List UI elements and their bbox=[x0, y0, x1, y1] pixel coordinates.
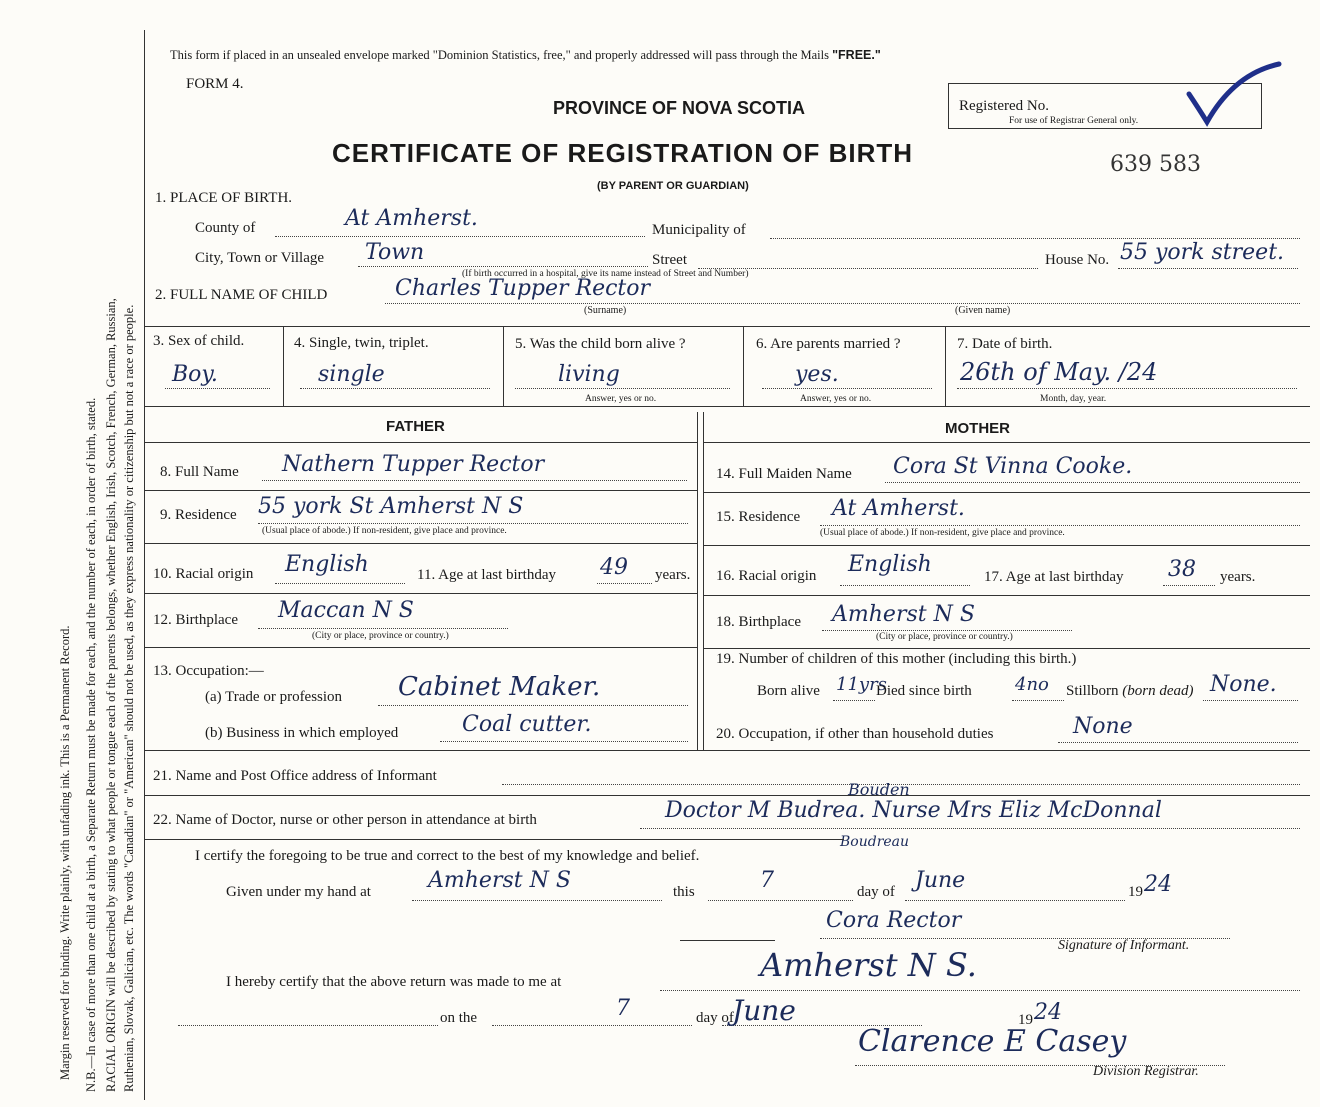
father-heading: FATHER bbox=[386, 418, 445, 435]
given-day-of-label: day of bbox=[857, 884, 895, 900]
mother-age-value: 38 bbox=[1168, 557, 1196, 582]
city-label: City, Town or Village bbox=[195, 250, 325, 266]
father-residence-label: 9. Residence bbox=[160, 507, 237, 523]
margin-note-binding: Margin reserved for binding. Write plainly, with unfading ink. This is a Permanent Record. bbox=[58, 625, 72, 1080]
registrar-signature-caption: Division Registrar. bbox=[1093, 1064, 1199, 1079]
margin-note-multiple-births: N.B.—In case of more than one child at a birth, a Separate Return must be made for each, and the number of each, in order of birth, stated. bbox=[84, 397, 98, 1092]
stillborn-label: Stillborn (born dead) bbox=[1066, 683, 1194, 699]
registrar-statement: I hereby certify that the above return was made to me at bbox=[226, 974, 562, 990]
date-of-birth-value: 26th of May. /24 bbox=[960, 358, 1158, 386]
attendant-correction-below: Boudreau bbox=[840, 834, 910, 850]
mother-occupation-label: 20. Occupation, if other than household duties bbox=[716, 726, 994, 742]
born-alive-note: Answer, yes or no. bbox=[585, 394, 657, 404]
house-value: 55 york street. bbox=[1120, 240, 1285, 265]
parents-married-label: 6. Are parents married ? bbox=[756, 336, 901, 352]
informant-signature-caption: Signature of Informant. bbox=[1058, 938, 1190, 953]
father-trade-label: (a) Trade or profession bbox=[205, 689, 343, 705]
mail-note: This form if placed in an unsealed envelope marked "Dominion Statistics, free," and properly addressed will pass through the Mails "FREE." bbox=[170, 48, 881, 62]
house-label: House No. bbox=[1045, 252, 1110, 268]
registrar-day-of-label: day of bbox=[696, 1010, 734, 1026]
mother-racial-label: 16. Racial origin bbox=[716, 568, 817, 584]
father-racial-value: English bbox=[285, 552, 369, 577]
city-value: Town bbox=[365, 240, 425, 265]
surname-note: (Surname) bbox=[584, 305, 627, 316]
child-name-value: Charles Tupper Rector bbox=[395, 276, 651, 301]
province-heading: PROVINCE OF NOVA SCOTIA bbox=[553, 98, 806, 118]
registered-number: 639 583 bbox=[1110, 152, 1201, 177]
attendant-label: 22. Name of Doctor, nurse or other person in attendance at birth bbox=[153, 812, 537, 828]
mother-residence-value: At Amherst. bbox=[832, 496, 965, 521]
father-business-value: Coal cutter. bbox=[462, 712, 592, 737]
certification-statement: I certify the foregoing to be true and correct to the best of my knowledge and belief. bbox=[195, 848, 700, 864]
born-alive-value: living bbox=[558, 362, 620, 387]
registrar-on-the-label: on the bbox=[440, 1010, 478, 1026]
informant-label: 21. Name and Post Office address of Informant bbox=[153, 768, 437, 784]
given-name-note: (Given name) bbox=[955, 305, 1011, 316]
street-note: (If birth occurred in a hospital, give its name instead of Street and Number) bbox=[462, 269, 749, 279]
father-residence-value: 55 york St Amherst N S bbox=[258, 494, 524, 519]
mother-racial-value: English bbox=[848, 552, 932, 577]
died-since-birth-label: Died since birth bbox=[876, 683, 972, 699]
mother-birthplace-value: Amherst N S bbox=[832, 602, 975, 627]
father-age-value: 49 bbox=[600, 555, 628, 580]
mother-heading: MOTHER bbox=[945, 420, 1010, 437]
father-age-label: 11. Age at last birthday bbox=[417, 567, 556, 583]
place-of-birth-label: 1. PLACE OF BIRTH. bbox=[155, 190, 293, 206]
given-month-value: June bbox=[915, 868, 966, 893]
mother-birthplace-note: (City or place, province or country.) bbox=[876, 632, 1013, 642]
given-year-value: 24 bbox=[1144, 872, 1172, 897]
father-age-suffix: years. bbox=[655, 567, 691, 583]
father-racial-label: 10. Racial origin bbox=[153, 566, 254, 582]
father-name-value: Nathern Tupper Rector bbox=[282, 452, 545, 477]
registrar-year-prefix: 19 bbox=[1018, 1012, 1033, 1028]
mother-age-suffix: years. bbox=[1220, 569, 1256, 585]
attendant-value: Doctor M Budrea. Nurse Mrs Eliz McDonnal bbox=[665, 798, 1162, 823]
checkmark-icon bbox=[1179, 54, 1289, 134]
municipality-label: Municipality of bbox=[652, 222, 746, 238]
given-at-label: Given under my hand at bbox=[226, 884, 371, 900]
mother-name-label: 14. Full Maiden Name bbox=[716, 466, 852, 482]
registrar-place-value: Amherst N S. bbox=[760, 946, 977, 984]
county-value: At Amherst. bbox=[345, 206, 478, 231]
margin-border bbox=[144, 30, 145, 1100]
father-residence-note: (Usual place of abode.) If non-resident, give place and province. bbox=[262, 526, 507, 536]
mother-occupation-value: None bbox=[1073, 714, 1133, 739]
father-birthplace-value: Maccan N S bbox=[278, 598, 414, 623]
died-since-birth-value: 4no bbox=[1015, 674, 1049, 695]
date-of-birth-label: 7. Date of birth. bbox=[957, 336, 1053, 352]
father-birthplace-note: (City or place, province or country.) bbox=[312, 631, 449, 641]
child-name-label: 2. FULL NAME OF CHILD bbox=[155, 287, 328, 303]
children-count-label: 19. Number of children of this mother (including this birth.) bbox=[716, 651, 1077, 667]
registered-box bbox=[948, 83, 1262, 129]
street-label: Street bbox=[652, 252, 687, 268]
county-label: County of bbox=[195, 220, 256, 236]
page-title: CERTIFICATE OF REGISTRATION OF BIRTH bbox=[332, 138, 914, 168]
father-trade-value: Cabinet Maker. bbox=[398, 672, 601, 702]
father-birthplace-label: 12. Birthplace bbox=[153, 612, 238, 628]
single-twin-value: single bbox=[318, 362, 385, 387]
born-alive-count-value: 11yrs bbox=[836, 674, 887, 695]
registrar-signature: Clarence E Casey bbox=[858, 1024, 1127, 1059]
father-occupation-label: 13. Occupation:— bbox=[153, 663, 264, 679]
informant-signature: Cora Rector bbox=[826, 908, 962, 933]
given-at-value: Amherst N S bbox=[428, 868, 571, 893]
registered-note: For use of Registrar General only. bbox=[1009, 116, 1139, 126]
born-alive-label: 5. Was the child born alive ? bbox=[515, 336, 686, 352]
date-of-birth-note: Month, day, year. bbox=[1040, 394, 1107, 404]
born-alive-count-label: Born alive bbox=[757, 683, 820, 699]
father-name-label: 8. Full Name bbox=[160, 464, 239, 480]
margin-notes bbox=[0, 0, 140, 1107]
single-twin-label: 4. Single, twin, triplet. bbox=[294, 335, 429, 351]
registrar-day-value: 7 bbox=[616, 996, 630, 1021]
sex-label: 3. Sex of child. bbox=[153, 333, 245, 349]
page-subtitle: (BY PARENT OR GUARDIAN) bbox=[597, 180, 749, 192]
given-this-label: this bbox=[673, 884, 695, 900]
attendant-correction-above: Bouden bbox=[848, 780, 910, 799]
given-day-value: 7 bbox=[760, 868, 774, 893]
mother-birthplace-label: 18. Birthplace bbox=[716, 614, 801, 630]
stillborn-value: None. bbox=[1210, 672, 1277, 697]
margin-note-nationality: Ruthenian, Slovak, Galician, etc. The words "Canadian" or "American" should not be used, as they express nationality or citizenship but not a race or people. bbox=[122, 304, 136, 1092]
registrar-month-value: June bbox=[732, 994, 796, 1027]
given-year-prefix: 19 bbox=[1128, 884, 1143, 900]
mother-age-label: 17. Age at last birthday bbox=[984, 569, 1124, 585]
sex-value: Boy. bbox=[172, 362, 218, 387]
mother-name-value: Cora St Vinna Cooke. bbox=[893, 454, 1133, 479]
margin-note-racial-origin: RACIAL ORIGIN will be described by stating to what people or tongue each of the parents belongs, whether English, Irish, Scotch, French, German, Russian, bbox=[104, 298, 118, 1092]
parents-married-value: yes. bbox=[795, 362, 839, 387]
registrar-year-value: 24 bbox=[1034, 1000, 1062, 1025]
mother-residence-note: (Usual place of abode.) If non-resident, give place and province. bbox=[820, 528, 1065, 538]
parents-married-note: Answer, yes or no. bbox=[800, 394, 872, 404]
registered-label: Registered No. bbox=[959, 98, 1049, 114]
father-business-label: (b) Business in which employed bbox=[205, 725, 399, 741]
mother-residence-label: 15. Residence bbox=[716, 509, 801, 525]
form-number: FORM 4. bbox=[186, 76, 244, 92]
